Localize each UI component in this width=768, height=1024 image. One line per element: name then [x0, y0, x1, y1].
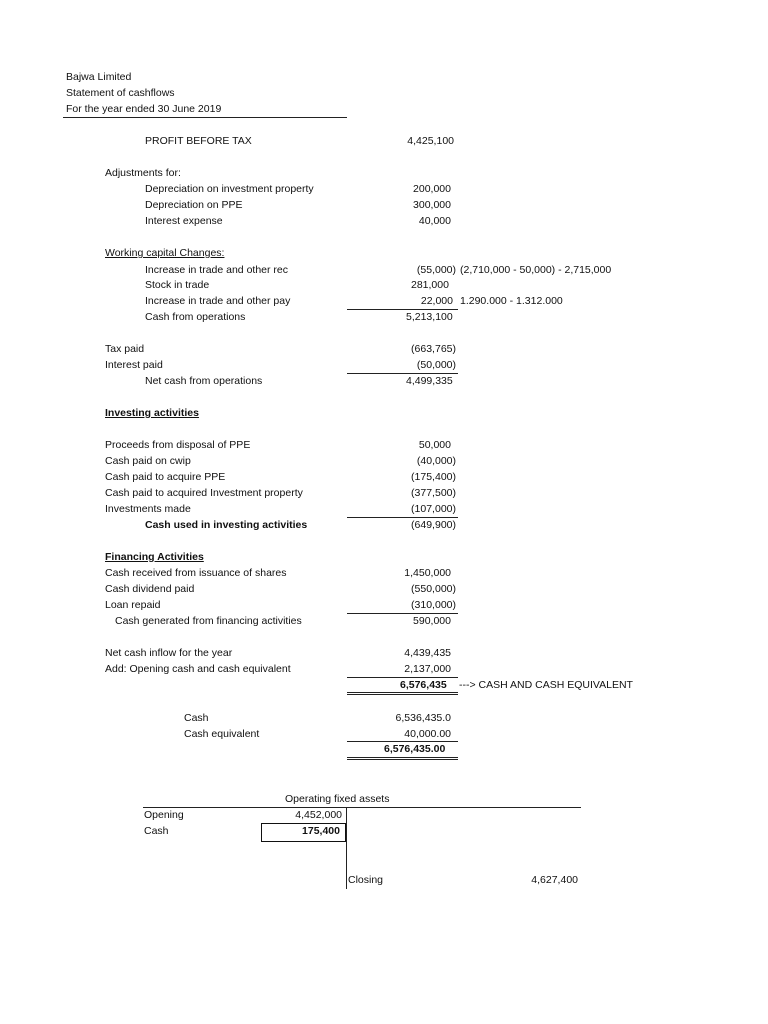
profit-value: 4,425,100: [407, 135, 454, 147]
working-capital-label: Increase in trade and other pay: [145, 295, 291, 307]
working-capital-note: (2,710,000 - 50,000) - 2,715,000: [460, 264, 612, 276]
adjustment-value: 200,000: [413, 183, 451, 195]
working-capital-label: Increase in trade and other rec: [145, 264, 289, 276]
t-account-credit-value: 4,627,400: [531, 874, 578, 886]
cash-breakdown-label: Cash: [184, 712, 209, 724]
t-account-divider: [346, 807, 347, 889]
working-capital-value: (55,000): [416, 264, 456, 276]
summary-value: 4,439,435: [404, 647, 451, 659]
cash-breakdown-label: Cash equivalent: [184, 728, 260, 740]
closing-cash-value: 6,576,435: [400, 679, 447, 691]
investing-total-value: (649,900): [411, 519, 456, 531]
summary-value: 2,137,000: [404, 663, 451, 675]
investing-label: Investments made: [105, 503, 191, 515]
investing-value: 50,000: [418, 439, 451, 451]
working-capital-value: 22,000: [420, 295, 453, 307]
cash-breakdown-value: 40,000.00: [404, 728, 451, 740]
profit-label: PROFIT BEFORE TAX: [145, 135, 252, 147]
statement-title: Statement of cashflows: [66, 87, 175, 99]
t-account-title: Operating fixed assets: [285, 793, 390, 805]
t-account-debit-value: 175,400: [302, 825, 340, 837]
cash-from-operations-label: Cash from operations: [145, 311, 246, 323]
investing-value: (377,500): [411, 487, 456, 499]
investing-heading: Investing activities: [105, 407, 199, 419]
financing-total-value: 590,000: [413, 615, 451, 627]
financing-label: Loan repaid: [105, 599, 161, 611]
financing-value: 1,450,000: [404, 567, 451, 579]
t-account-debit-value: 4,452,000: [295, 809, 342, 821]
cash-breakdown-total: 6,576,435.00: [384, 743, 446, 755]
adjustment-label: Depreciation on PPE: [145, 199, 243, 211]
adjustment-label: Depreciation on investment property: [145, 183, 314, 195]
operations-label: Tax paid: [105, 343, 145, 355]
double-rule-bottom: [347, 759, 458, 760]
financing-total-label: Cash generated from financing activities: [115, 615, 302, 627]
summary-label: Net cash inflow for the year: [105, 647, 233, 659]
summary-label: Add: Opening cash and cash equivalent: [105, 663, 291, 675]
company-name: Bajwa Limited: [66, 71, 132, 83]
adjustments-heading: Adjustments for:: [105, 167, 181, 179]
t-account-credit-label: Closing: [348, 874, 384, 886]
investing-value: (40,000): [416, 455, 456, 467]
working-capital-value: 281,000: [411, 279, 449, 291]
statement-period: For the year ended 30 June 2019: [66, 103, 222, 115]
investing-total-label: Cash used in investing activities: [145, 519, 308, 531]
t-account-debit-label: Opening: [144, 809, 184, 821]
operations-value: (663,765): [411, 343, 456, 355]
cash-from-operations-value: 5,213,100: [406, 311, 453, 323]
t-account-top-rule: [143, 807, 581, 808]
double-rule-top: [347, 757, 458, 758]
working-capital-label: Stock in trade: [145, 279, 210, 291]
adjustment-value: 300,000: [413, 199, 451, 211]
financing-label: Cash dividend paid: [105, 583, 195, 595]
closing-cash-note: ---> CASH AND CASH EQUIVALENT: [459, 679, 633, 691]
cash-breakdown-value: 6,536,435.0: [395, 712, 451, 724]
investing-label: Cash paid to acquired Investment property: [105, 487, 303, 499]
financing-value: (550,000): [411, 583, 456, 595]
working-capital-heading: Working capital Changes:: [105, 247, 225, 259]
adjustment-value: 40,000: [418, 215, 451, 227]
t-account-debit-label: Cash: [144, 825, 169, 837]
double-rule-top: [347, 692, 458, 693]
investing-label: Proceeds from disposal of PPE: [105, 439, 251, 451]
investing-value: (175,400): [411, 471, 456, 483]
working-capital-note: 1.290.000 - 1.312.000: [460, 295, 563, 307]
operations-value: (50,000): [416, 359, 456, 371]
financing-heading: Financing Activities: [105, 551, 204, 563]
financing-label: Cash received from issuance of shares: [105, 567, 287, 579]
investing-label: Cash paid on cwip: [105, 455, 191, 467]
investing-value: (107,000): [411, 503, 456, 515]
net-cash-operations-label: Net cash from operations: [145, 375, 263, 387]
financing-value: (310,000): [411, 599, 456, 611]
investing-label: Cash paid to acquire PPE: [105, 471, 226, 483]
header-rule: [63, 117, 347, 118]
adjustment-label: Interest expense: [145, 215, 223, 227]
net-cash-operations-value: 4,499,335: [406, 375, 453, 387]
operations-label: Interest paid: [105, 359, 163, 371]
double-rule-bottom: [347, 694, 458, 695]
